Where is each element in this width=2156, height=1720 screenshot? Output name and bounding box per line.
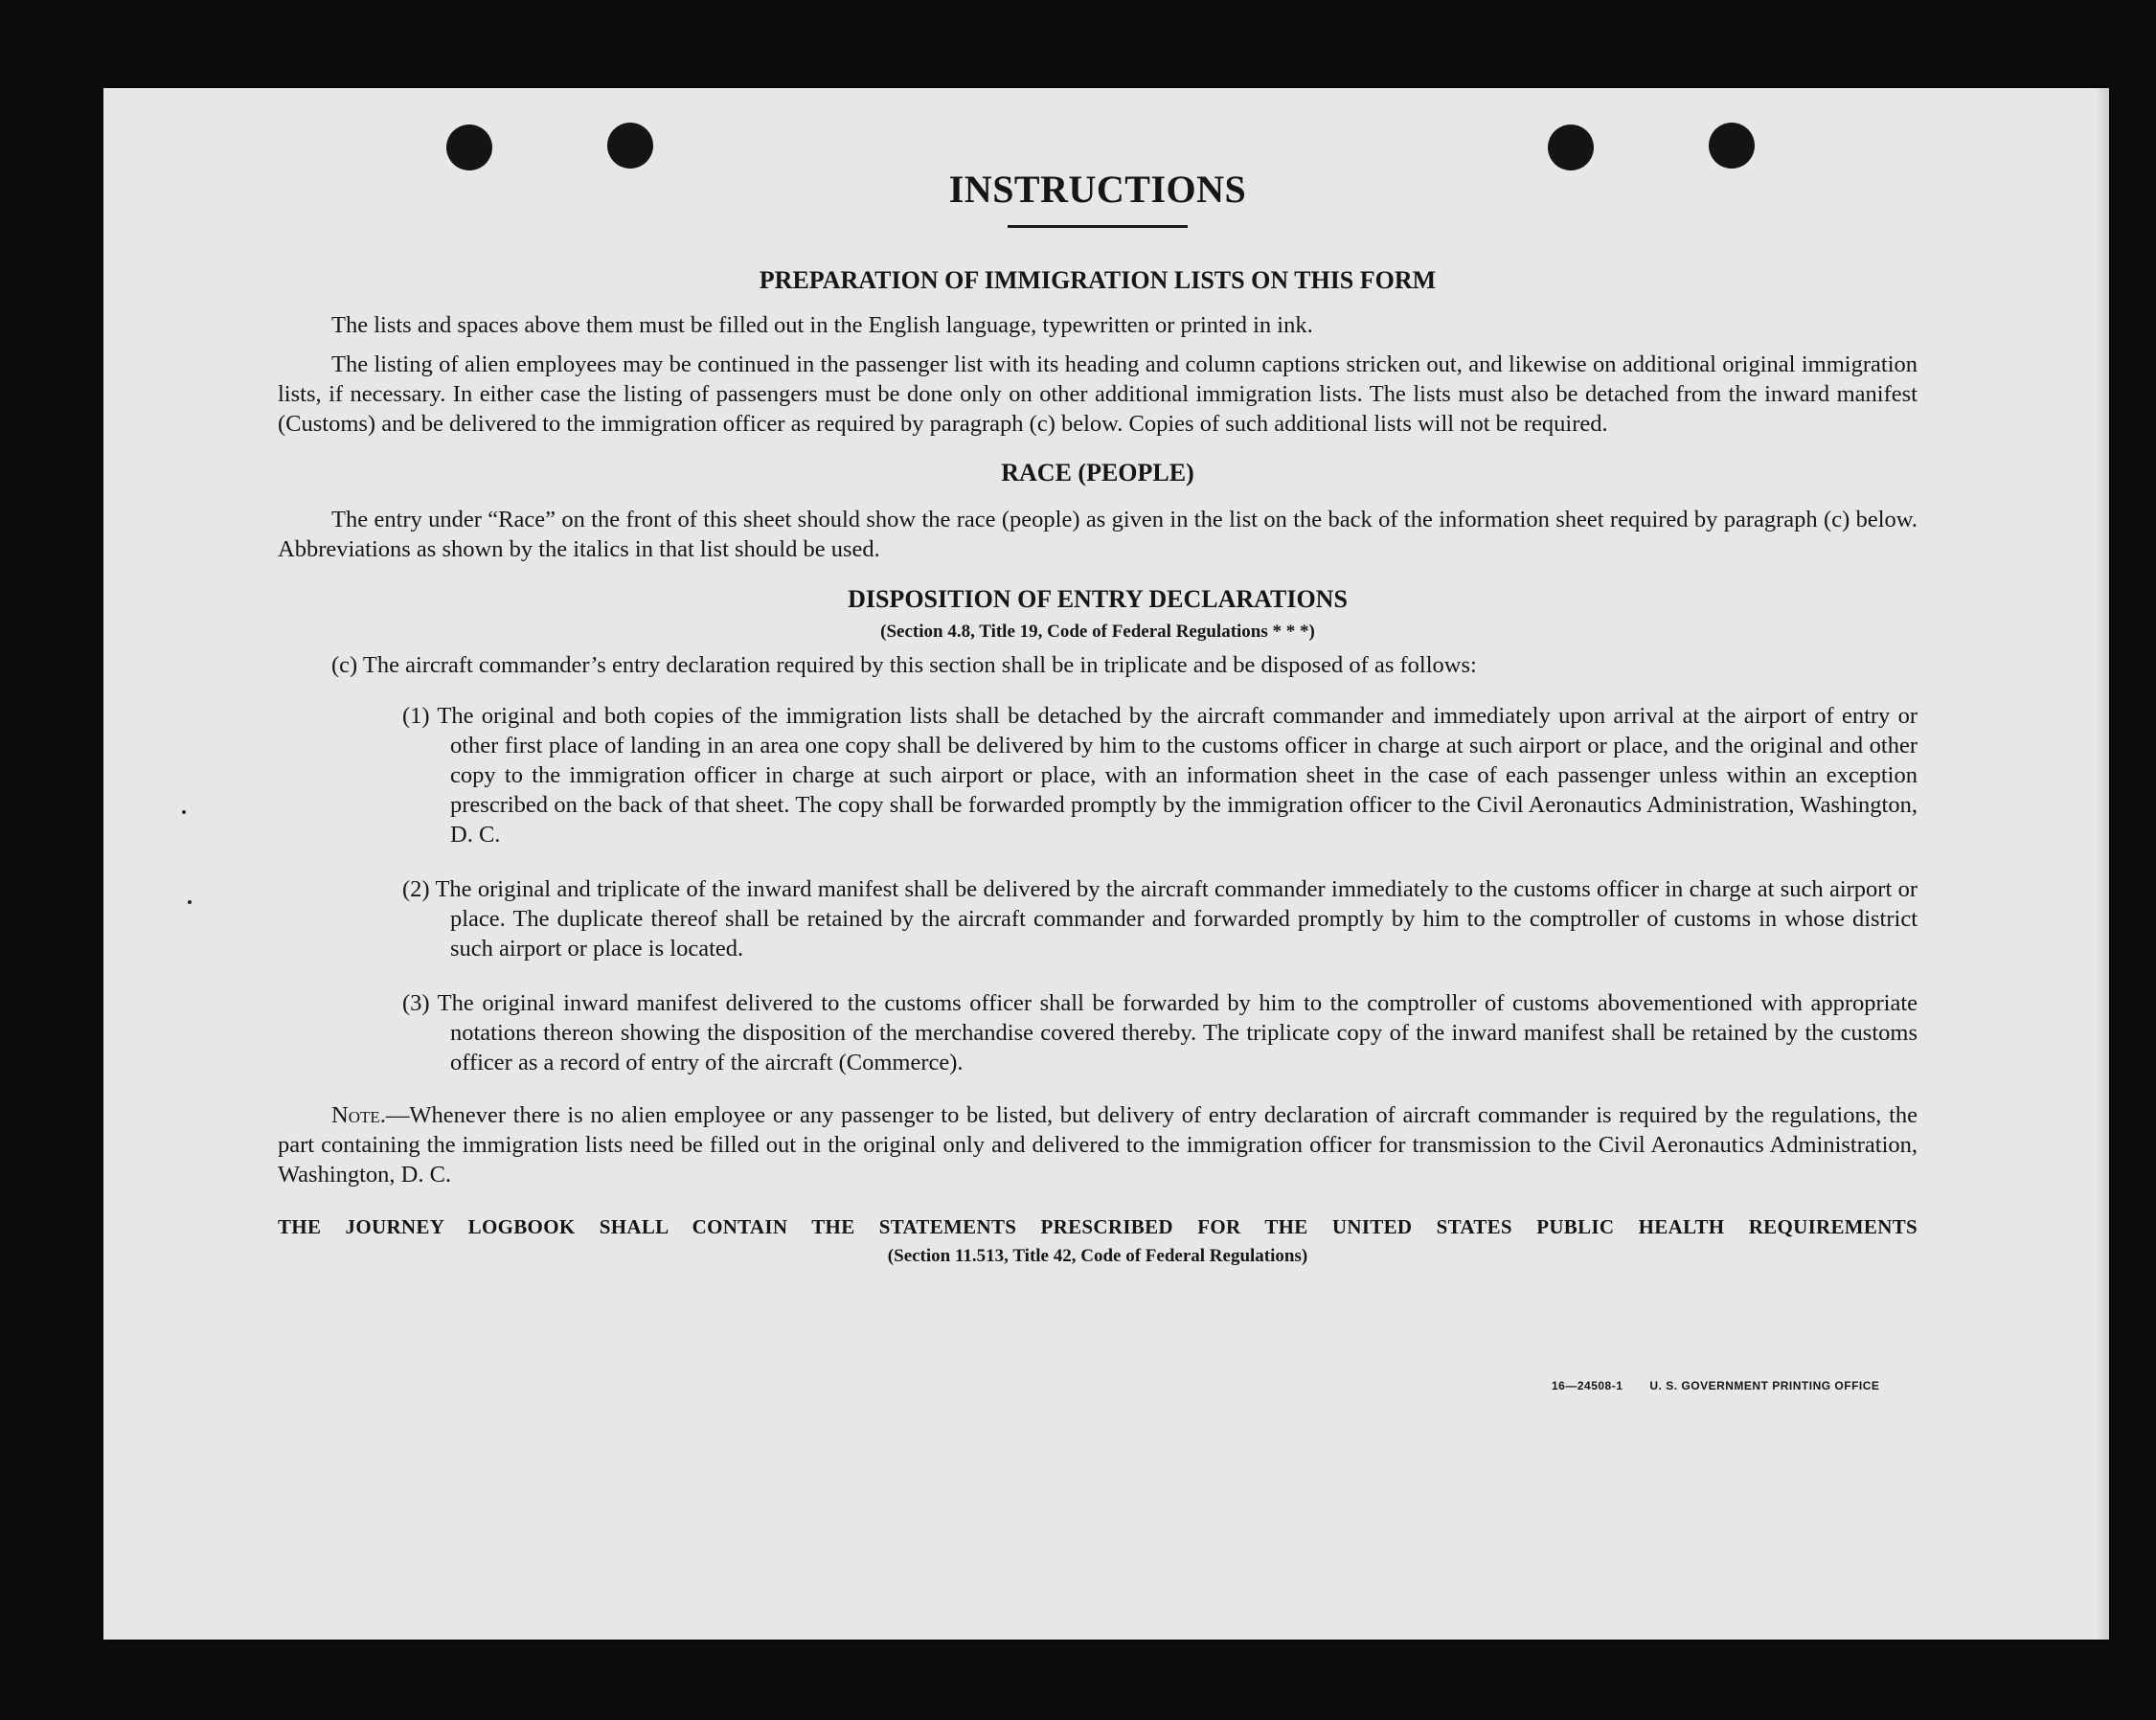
note-paragraph — [278, 1100, 1918, 1189]
list-item: (3) The original inward manifest delivered to the customs officer shall be forwarded by him to the comptroller of customs abovementioned with appropriate notations thereon showing the disposition of the merchandise covered thereby. The triplicate copy of the inward manifest shall be retained by the customs officer as a record of entry of the aircraft (Commerce). — [402, 990, 1918, 1075]
paragraph-disposition-intro: (c) The aircraft commander’s entry declaration required by this section shall be in triplicate and be disposed of as follows: — [331, 652, 1477, 678]
paragraph-preparation-2: The listing of alien employees may be continued in the passenger list with its heading and column captions stricken out, and likewise on additional original immigration lists, if necessary. In either case the listing of passengers must be done only on other additional immigration lists. The lists must also be detached from the inward manifest (Customs) and be delivered to the immigration officer as required by paragraph (c) below. Copies of such additional lists will not be required. — [278, 351, 1918, 437]
speck — [182, 810, 186, 814]
instructions-content — [278, 167, 1918, 1267]
page-title: INSTRUCTIONS — [948, 168, 1247, 211]
note-label: Note. — [331, 1102, 386, 1128]
footer-citation: (Section 11.513, Title 42, Code of Federal Regulations) — [887, 1246, 1308, 1266]
note-text: —Whenever there is no alien employee or any passenger to be listed, but delivery of entry declaration of aircraft commander is required by the regulations, the part containing the immigration lists need be filled out in the original only and delivered to the immigration officer for transmission to the Civil Aeronautics Administration, Washington, D. C. — [278, 1102, 1918, 1188]
punch-hole — [446, 124, 492, 170]
footer-statement: THE JOURNEY LOGBOOK SHALL CONTAIN THE STATEMENTS PRESCRIBED FOR THE UNITED STATES PUBLIC HEALTH REQUIREMENTS — [278, 1215, 1918, 1238]
punch-hole — [607, 123, 653, 169]
list-item: (2) The original and triplicate of the inward manifest shall be delivered by the aircraft commander immediately to the customs officer in charge at such airport or place. The duplicate thereof shall be retained by the aircraft commander and forwarded promptly by him to the comptroller of customs in whose district such airport or place is located. — [402, 876, 1918, 962]
section-heading-race: RACE (PEOPLE) — [1001, 459, 1194, 487]
speck — [188, 900, 192, 904]
section-heading-disposition: DISPOSITION OF ENTRY DECLARATIONS — [848, 585, 1348, 613]
form-number: 16—24508-1 — [1552, 1379, 1623, 1392]
title-rule — [1008, 225, 1188, 228]
document-sheet — [103, 88, 2109, 1640]
printer-imprint — [1552, 1379, 1906, 1392]
paragraph-race: The entry under “Race” on the front of this sheet should show the race (people) as given in the list on the back of the information sheet required by paragraph (c) below. Abbreviations as shown by the italics in that list should be used. — [278, 507, 1918, 562]
punch-hole — [1709, 123, 1755, 169]
list-item: (1) The original and both copies of the immigration lists shall be detached by the aircraft commander and immediately upon arrival at the airport of entry or other first place of landing in an area one copy shall be delivered by him to the customs officer in charge at such airport or place, and the original and other copy to the immigration officer in charge at such airport or place, with an information sheet in the case of each passenger unless within an exception prescribed on the back of that sheet. The copy shall be forwarded promptly by the immigration officer to the Civil Aeronautics Administration, Washington, D. C. — [402, 703, 1918, 848]
printer-name: U. S. GOVERNMENT PRINTING OFFICE — [1649, 1379, 1880, 1392]
punch-hole — [1548, 124, 1594, 170]
paragraph-preparation-1: The lists and spaces above them must be filled out in the English language, typewritten or printed in ink. — [331, 312, 1313, 338]
section-heading-preparation: PREPARATION OF IMMIGRATION LISTS ON THIS FORM — [759, 266, 1437, 294]
section-citation-disposition: (Section 4.8, Title 19, Code of Federal Regulations * * *) — [880, 622, 1315, 642]
